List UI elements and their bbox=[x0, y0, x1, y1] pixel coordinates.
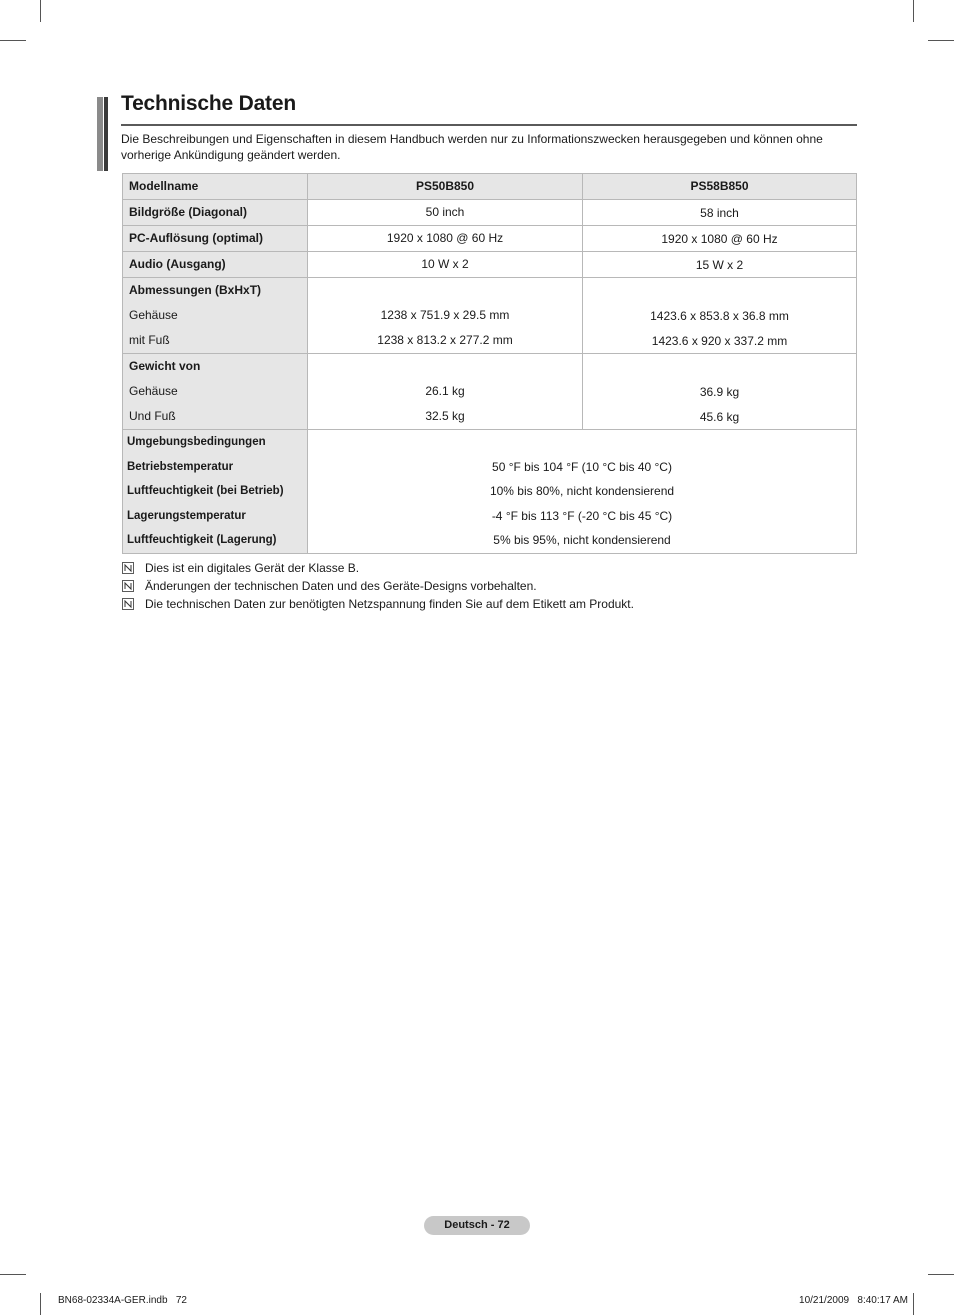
note-text: Dies ist ein digitales Gerät der Klasse B. bbox=[145, 561, 360, 575]
header-model-1-cell bbox=[308, 174, 583, 200]
table-header-row bbox=[123, 174, 857, 200]
row-value-cell bbox=[308, 252, 583, 278]
intro-text: Die Beschreibungen und Eigenschaften in diesem Handbuch werden nur zu Informationszwecken herausgegeben und können ohne vorherige Ankündigung geändert werden. bbox=[121, 132, 823, 162]
environment-label: Umgebungsbedingungen bbox=[127, 436, 266, 448]
audio-model-1: 10 W x 2 bbox=[421, 257, 469, 271]
title-divider bbox=[121, 124, 857, 126]
storage-temp-value: -4 °F bis 113 °F (-20 °C bis 45 °C) bbox=[491, 508, 673, 523]
row-value-cell bbox=[308, 430, 857, 554]
table-row bbox=[123, 354, 857, 430]
operating-humidity-label: Luftfeuchtigkeit (bei Betrieb) bbox=[127, 485, 284, 497]
note-item bbox=[122, 577, 852, 595]
pc-resolution-model-1: 1920 x 1080 @ 60 Hz bbox=[386, 231, 504, 245]
weight-model-2-body: 36.9 kg bbox=[699, 385, 740, 399]
row-value-cell bbox=[308, 200, 583, 226]
row-value-cell bbox=[308, 226, 583, 252]
crop-mark bbox=[0, 40, 26, 41]
row-value-cell bbox=[583, 278, 857, 354]
row-value-cell bbox=[583, 226, 857, 252]
storage-humidity-label: Luftfeuchtigkeit (Lagerung) bbox=[127, 534, 277, 546]
row-label-cell bbox=[123, 226, 308, 252]
dimensions-stand-label: mit Fuß bbox=[129, 333, 170, 347]
table-row bbox=[123, 252, 857, 278]
screen-size-model-2: 58 inch bbox=[700, 206, 739, 220]
note-text: Änderungen der technischen Daten und des Geräte-Designs vorbehalten. bbox=[145, 579, 537, 593]
operating-temp-value: 50 °F bis 104 °F (10 °C bis 40 °C) bbox=[492, 459, 672, 474]
crop-mark bbox=[0, 1274, 26, 1275]
spec-table bbox=[122, 173, 857, 554]
note-item bbox=[122, 559, 852, 577]
note-icon bbox=[122, 598, 134, 610]
dimensions-model-1-stand: 1238 x 813.2 x 277.2 mm bbox=[377, 333, 513, 347]
pc-resolution-model-2: 1920 x 1080 @ 60 Hz bbox=[661, 232, 778, 246]
row-value-cell bbox=[308, 354, 583, 430]
row-value-cell bbox=[583, 200, 857, 226]
audio-label: Audio (Ausgang) bbox=[129, 257, 226, 271]
page-title: Technische Daten bbox=[121, 92, 296, 115]
note-item bbox=[122, 595, 852, 613]
title-bar-light bbox=[97, 97, 103, 171]
screen-size-label: Bildgröße (Diagonal) bbox=[129, 205, 247, 219]
header-model-2-cell bbox=[583, 174, 857, 200]
weight-model-1-stand: 32.5 kg bbox=[425, 409, 465, 423]
storage-temp-label: Lagerungstemperatur bbox=[127, 509, 246, 522]
row-label-cell bbox=[123, 200, 308, 226]
file-info: BN68-02334A-GER.indb 72 bbox=[58, 1295, 187, 1306]
storage-humidity-value: 5% bis 95%, nicht kondensierend bbox=[493, 533, 671, 547]
page-number-badge: Deutsch - 72 bbox=[424, 1216, 530, 1235]
dimensions-model-2-body: 1423.6 x 853.8 x 36.8 mm bbox=[650, 309, 789, 323]
note-icon bbox=[122, 562, 134, 574]
table-row bbox=[123, 226, 857, 252]
row-label-cell bbox=[123, 252, 308, 278]
operating-temp-label: Betriebstemperatur bbox=[127, 460, 234, 473]
weight-label: Gewicht von bbox=[129, 359, 201, 373]
audio-model-2: 15 W x 2 bbox=[695, 258, 744, 272]
title-bar-dark bbox=[104, 97, 108, 171]
dimensions-model-1-body: 1238 x 751.9 x 29.5 mm bbox=[380, 308, 510, 322]
header-model-2: PS58B850 bbox=[690, 179, 749, 193]
note-text: Die technischen Daten zur benötigten Netzspannung finden Sie auf dem Etikett am Produkt. bbox=[145, 597, 634, 611]
operating-humidity-value: 10% bis 80%, nicht kondensierend bbox=[489, 484, 675, 498]
crop-mark bbox=[928, 1274, 954, 1275]
row-label-cell bbox=[123, 430, 308, 554]
header-label: Modellname bbox=[129, 179, 199, 193]
screen-size-model-1: 50 inch bbox=[425, 205, 465, 219]
table-row bbox=[123, 278, 857, 354]
notes-list bbox=[122, 559, 852, 613]
header-label-cell bbox=[123, 174, 308, 200]
weight-model-2-stand: 45.6 kg bbox=[699, 410, 740, 424]
table-row bbox=[123, 200, 857, 226]
weight-body-label: Gehäuse bbox=[129, 384, 178, 398]
row-value-cell bbox=[308, 278, 583, 354]
row-label-cell bbox=[123, 278, 308, 354]
header-model-1: PS50B850 bbox=[415, 179, 475, 193]
note-icon bbox=[122, 580, 134, 592]
weight-stand-label: Und Fuß bbox=[129, 409, 176, 423]
print-timestamp: 10/21/2009 8:40:17 AM bbox=[799, 1295, 908, 1306]
dimensions-body-label: Gehäuse bbox=[129, 308, 178, 322]
pc-resolution-label: PC-Auflösung (optimal) bbox=[129, 231, 263, 245]
crop-mark bbox=[913, 1293, 914, 1315]
crop-mark bbox=[40, 0, 41, 22]
crop-mark bbox=[40, 1293, 41, 1315]
row-value-cell bbox=[583, 252, 857, 278]
weight-model-1-body: 26.1 kg bbox=[425, 384, 465, 398]
crop-mark bbox=[913, 0, 914, 22]
row-label-cell bbox=[123, 354, 308, 430]
crop-mark bbox=[928, 40, 954, 41]
dimensions-label: Abmessungen (BxHxT) bbox=[129, 283, 262, 297]
table-row bbox=[123, 430, 857, 554]
title-decoration bbox=[97, 97, 111, 171]
row-value-cell bbox=[583, 354, 857, 430]
dimensions-model-2-stand: 1423.6 x 920 x 337.2 mm bbox=[651, 334, 788, 348]
